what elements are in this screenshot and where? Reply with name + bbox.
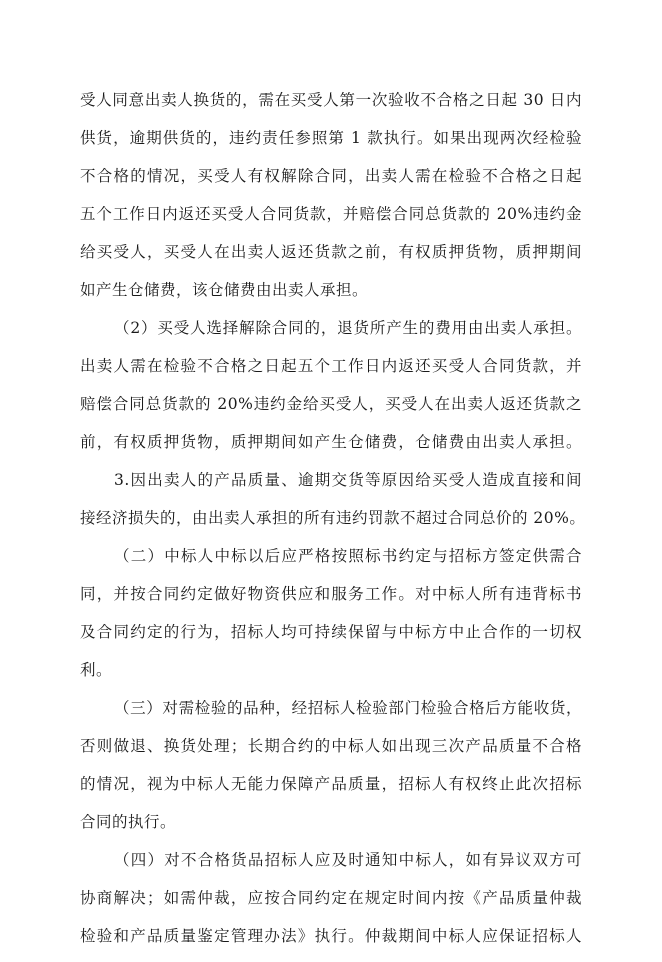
- text-line: 供货，逾期供货的，违约责任参照第 1 款执行。如果出现两次经检验: [80, 129, 582, 147]
- text-line: 检验和产品质量鉴定管理办法》执行。仲裁期间中标人应保证招标人: [80, 927, 582, 945]
- paragraph-start-line: （三）对需检验的品种，经招标人检验部门检验合格后方能收货，: [114, 699, 582, 717]
- text-line: 不合格的情况，买受人有权解除合同，出卖人需在检验不合格之日起: [80, 167, 582, 185]
- text-line: 如产生仓储费，该仓储费由出卖人承担。: [80, 281, 369, 299]
- text-line: 合同的执行。: [80, 813, 177, 831]
- paragraph-start-line: （二）中标人中标以后应严格按照标书约定与招标方签定供需合: [114, 547, 582, 565]
- text-line: 受人同意出卖人换货的，需在买受人第一次验收不合格之日起 30 日内: [80, 91, 582, 109]
- paragraph-start-line: 3.因出卖人的产品质量、逾期交货等原因给买受人造成直接和间: [114, 471, 582, 489]
- text-line: 否则做退、换货处理；长期合约的中标人如出现三次产品质量不合格: [80, 737, 582, 755]
- text-line: 协商解决；如需仲裁，应按合同约定在规定时间内按《产品质量仲裁: [80, 889, 582, 907]
- contract-body-text: [80, 88, 586, 962]
- paragraph-start-line: （2）买受人选择解除合同的，退货所产生的费用由出卖人承担。: [114, 319, 582, 337]
- text-line: 及合同约定的行为，招标人均可持续保留与中标方中止合作的一切权: [80, 623, 582, 641]
- text-line: 赔偿合同总货款的 20%违约金给买受人，买受人在出卖人返还货款之: [80, 395, 582, 413]
- text-line: 出卖人需在检验不合格之日起五个工作日内返还买受人合同货款，并: [80, 357, 582, 375]
- text-line: 利。: [80, 661, 113, 679]
- text-line: 的情况，视为中标人无能力保障产品质量，招标人有权终止此次招标: [80, 775, 582, 793]
- text-line: 接经济损失的，由出卖人承担的所有违约罚款不超过合同总价的 20%。: [80, 509, 586, 527]
- text-line: 前，有权质押货物，质押期间如产生仓储费，仓储费由出卖人承担。: [80, 433, 582, 451]
- text-line: 给买受人，买受人在出卖人返还货款之前，有权质押货物，质押期间: [80, 243, 582, 261]
- text-line: 同，并按合同约定做好物资供应和服务工作。对中标人所有违背标书: [80, 585, 582, 603]
- text-line: 五个工作日内返还买受人合同货款，并赔偿合同总货款的 20%违约金: [80, 205, 582, 223]
- paragraph-start-line: （四）对不合格货品招标人应及时通知中标人，如有异议双方可: [114, 851, 582, 869]
